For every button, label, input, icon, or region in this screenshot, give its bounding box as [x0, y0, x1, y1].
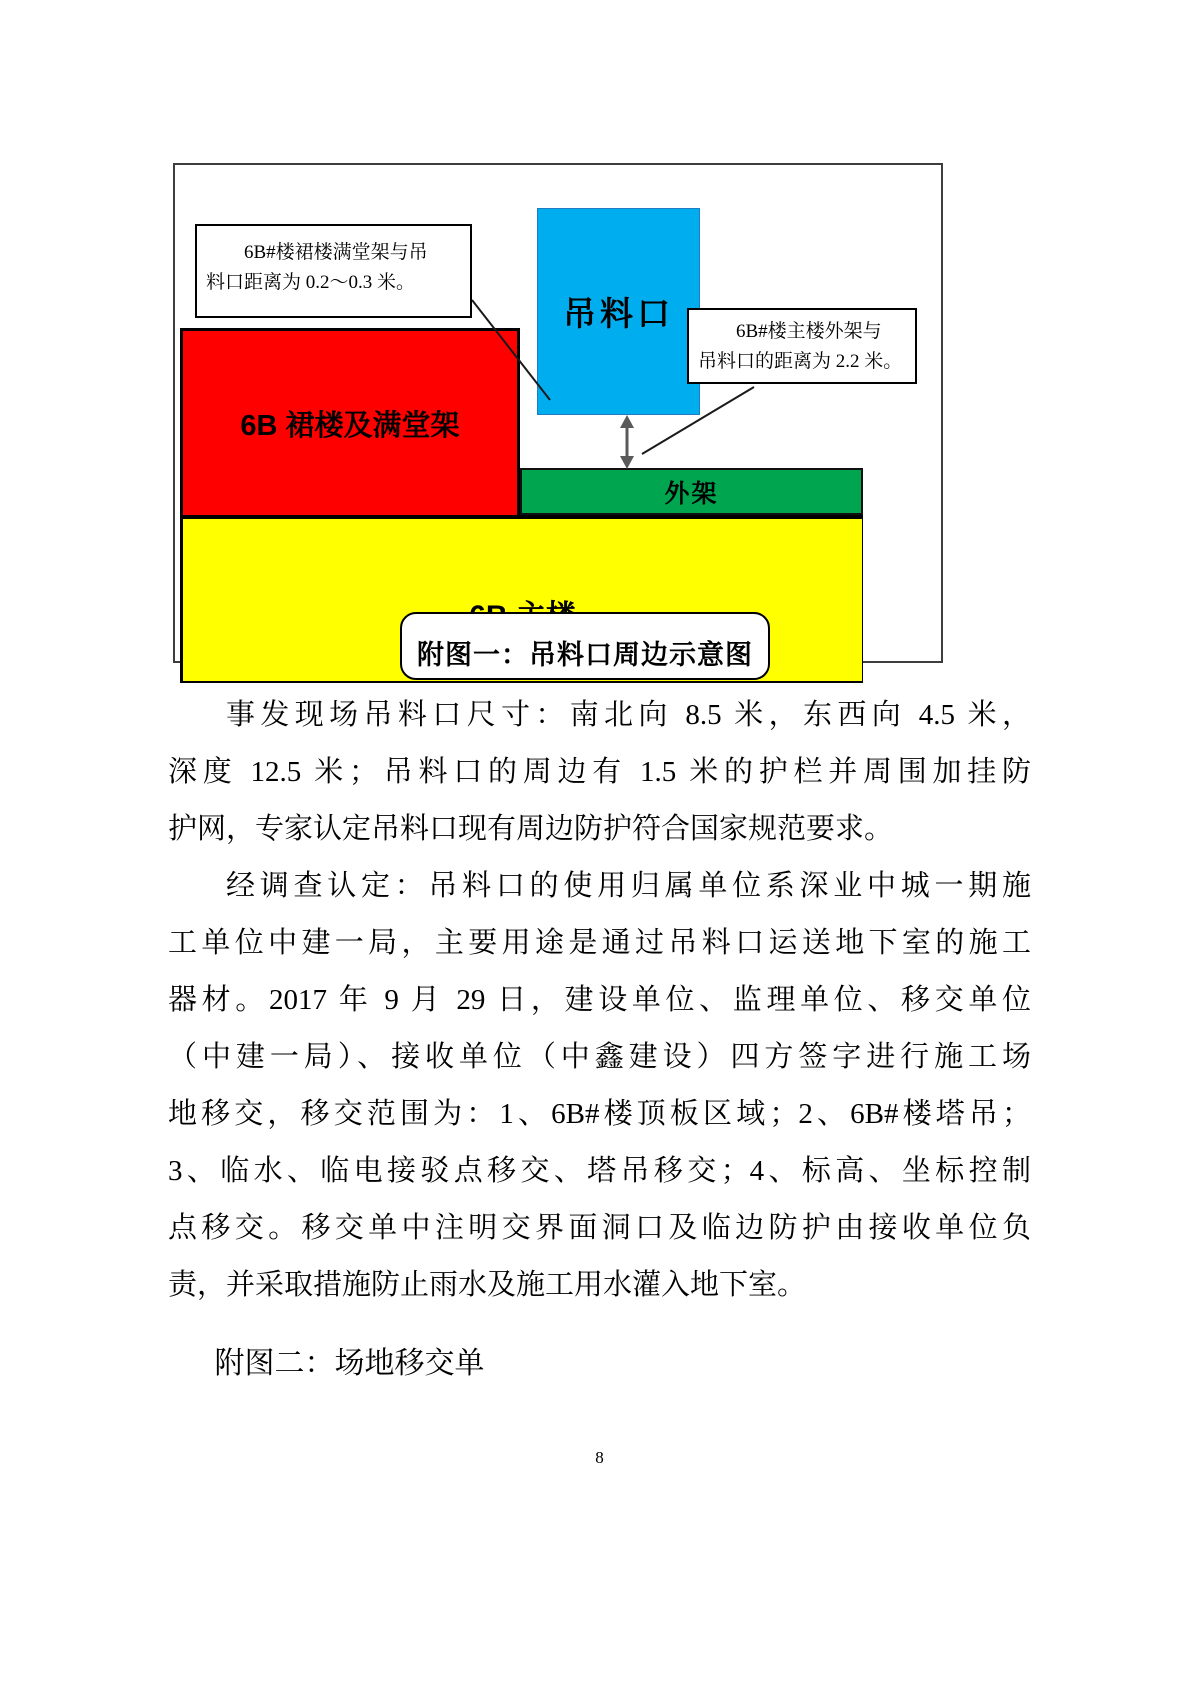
- figure1-diagram-frame: [173, 163, 943, 670]
- callout-scaffold-distance: [687, 308, 917, 384]
- body-line: （中建一局）、接收单位（中鑫建设）四方签字进行施工场: [168, 1041, 1031, 1073]
- callout-podium-distance-line1: 6B#楼裙楼满堂架与吊: [244, 242, 428, 263]
- podium-label: 6B 裙楼及满堂架: [240, 409, 460, 442]
- figure2-caption: 附图二：场地移交单: [214, 1347, 485, 1380]
- body-line: 3、临水、临电接驳点移交、塔吊移交；4、标高、坐标控制: [168, 1155, 1031, 1187]
- podium-block: [180, 328, 520, 515]
- body-line: 经调查认定：吊料口的使用归属单位系深业中城一期施: [226, 870, 1031, 902]
- outer-scaffold-block: [520, 468, 863, 515]
- page-number: 8: [595, 1448, 604, 1467]
- callout-podium-distance: [195, 224, 472, 318]
- figure1-caption: 附图一：吊料口周边示意图: [417, 640, 753, 670]
- hoist-opening-block: [537, 208, 700, 415]
- hoist-opening-label: 吊料口: [563, 295, 674, 332]
- callout-scaffold-distance-line1: 6B#楼主楼外架与: [736, 321, 882, 342]
- body-line: 事发现场吊料口尺寸：南北向 8.5 米，东西向 4.5 米，: [226, 699, 1031, 731]
- body-line: 地移交，移交范围为：1、6B#楼顶板区域；2、6B#楼塔吊；: [168, 1098, 1031, 1130]
- body-line: 工单位中建一局，主要用途是通过吊料口运送地下室的施工: [168, 927, 1031, 959]
- callout-podium-distance-line2: 料口距离为 0.2～0.3 米。: [206, 272, 416, 293]
- body-line: 护网，专家认定吊料口现有周边防护符合国家规范要求。: [168, 813, 894, 845]
- body-line: 深度 12.5 米；吊料口的周边有 1.5 米的护栏并周围加挂防: [168, 756, 1031, 788]
- body-line: 器材。2017 年 9 月 29 日，建设单位、监理单位、移交单位: [168, 984, 1031, 1016]
- outer-scaffold-label: 外架: [664, 479, 719, 508]
- body-line: 责，并采取措施防止雨水及施工用水灌入地下室。: [168, 1269, 807, 1301]
- body-line: 点移交。移交单中注明交界面洞口及临边防护由接收单位负: [168, 1212, 1031, 1244]
- double-arrow-icon: [620, 415, 634, 469]
- body-text: [168, 687, 1031, 1314]
- callout-scaffold-distance-line2: 吊料口的距离为 2.2 米。: [698, 351, 903, 372]
- figure1-caption-box: [400, 612, 770, 680]
